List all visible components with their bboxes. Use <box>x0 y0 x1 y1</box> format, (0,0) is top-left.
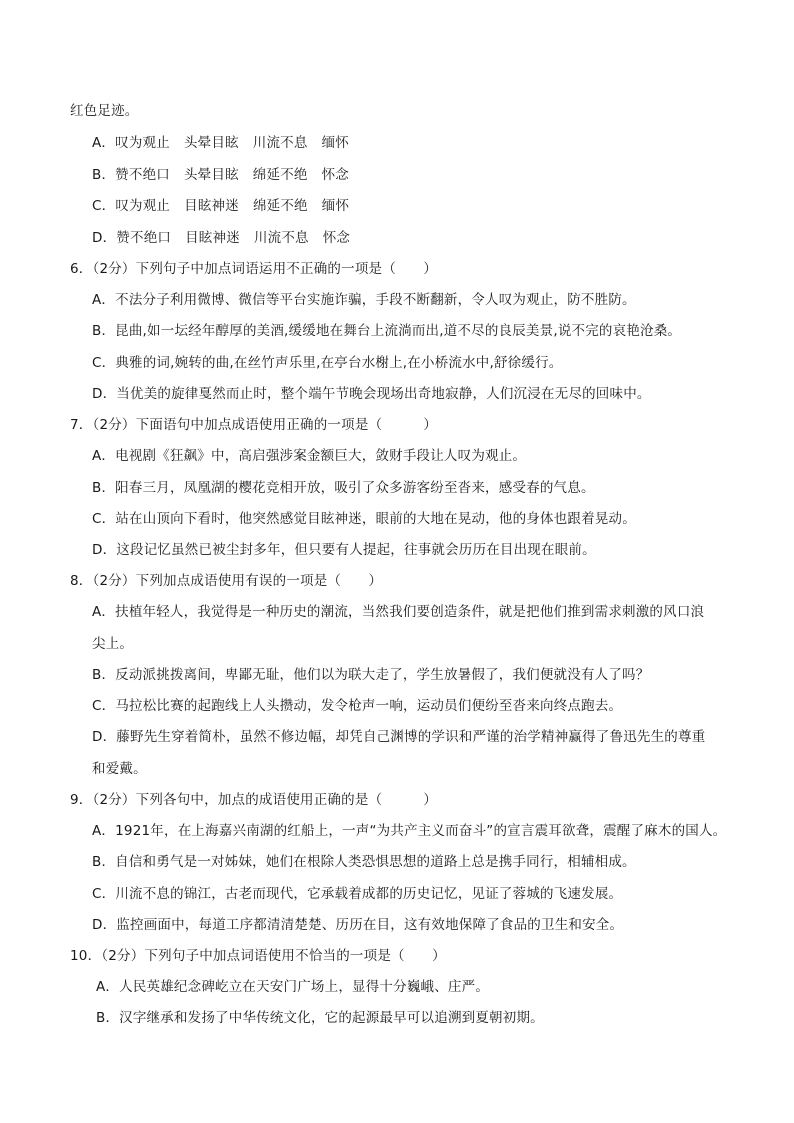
question-7-option-c: C．站在山顶向下看时，他突然感觉目眩神迷，眼前的大地在晃动，他的身体也跟着晃动。 <box>92 511 636 527</box>
question-8-option-a: A．扶植年轻人，我觉得是一种历史的潮流，当然我们要创造条件，就是把他们推到需求刺激的风口浪 <box>92 604 705 620</box>
question-6-option-c: C．典雅的词,婉转的曲,在丝竹声乐里,在亭台水榭上,在小桥流水中,舒徐缓行。 <box>92 355 563 371</box>
question-8-stem: 8．（2分）下列加点成语使用有误的一项是（ ） <box>70 573 383 589</box>
question-6-option-a: A．不法分子利用微博、微信等平台实施诈骗，手段不断翻新，令人叹为观止，防不胜防。 <box>92 292 636 308</box>
question-10-option-a: A．人民英雄纪念碑屹立在天安门广场上，显得十分巍峨、庄严。 <box>96 979 490 995</box>
question-6-option-d: D．当优美的旋律戛然而止时，整个端午节晚会现场出奇地寂静，人们沉浸在无尽的回味中。 <box>92 386 651 402</box>
question-10-stem: 10．（2分）下列句子中加点词语使用不恰当的一项是（ ） <box>70 948 446 964</box>
question-8-option-d-cont: 和爱戴。 <box>92 761 147 777</box>
question-6-stem: 6．（2分）下列句子中加点词语运用不正确的一项是（ ） <box>70 261 438 277</box>
q5-option-d: D．赞不绝口 目眩神迷 川流不息 怀念 <box>92 230 351 246</box>
question-7-option-b: B．阳春三月，凤凰湖的樱花竞相开放，吸引了众多游客纷至沓来，感受春的气息。 <box>92 480 595 496</box>
question-9-option-b: B．自信和勇气是一对姊妹，她们在根除人类恐惧思想的道路上总是携手同行，相辅相成。 <box>92 854 636 870</box>
q5-option-a: A．叹为观止 头晕目眩 川流不息 缅怀 <box>92 135 349 151</box>
question-7-option-d: D．这段记忆虽然已被尘封多年，但只要有人提起，往事就会历历在目出现在眼前。 <box>92 542 596 558</box>
continued-text: 红色足迹。 <box>70 103 139 119</box>
question-8-option-a-cont: 尖上。 <box>92 636 134 652</box>
question-10-option-b: B．汉字继承和发扬了中华传统文化，它的起源最早可以追溯到夏朝初期。 <box>96 1010 544 1026</box>
q5-option-c: C．叹为观止 目眩神迷 绵延不绝 缅怀 <box>92 198 350 214</box>
question-7-option-a: A．电视剧《狂飙》中，高启强涉案金额巨大，敛财手段让人叹为观止。 <box>92 448 527 464</box>
question-9-stem: 9．（2分）下列各句中，加点的成语使用正确的是（ ） <box>70 792 438 808</box>
question-8-option-c: C．马拉松比赛的起跑线上人头攒动，发令枪声一响，运动员们便纷至沓来向终点跑去。 <box>92 698 623 714</box>
question-9-option-d: D．监控画面中，每道工序都清清楚楚、历历在目，这有效地保障了食品的卫生和安全。 <box>92 917 624 933</box>
question-8-option-b: B．反动派挑拨离间，卑鄙无耻，他们以为联大走了，学生放暑假了，我们便就没有人了吗？ <box>92 667 650 683</box>
question-8-option-d: D．藤野先生穿着简朴，虽然不修边幅，却凭自己渊博的学识和严谨的治学精神赢得了鲁迅先生的尊重 <box>92 729 706 745</box>
q5-option-b: B．赞不绝口 头晕目眩 绵延不绝 怀念 <box>92 167 350 183</box>
question-7-stem: 7．（2分）下面语句中加点成语使用正确的一项是（ ） <box>70 417 438 433</box>
question-9-option-a: A．1921年，在上海嘉兴南湖的红船上，一声“为共产主义而奋斗”的宣言震耳欲聋，震醒了麻木的国人。 <box>92 823 727 839</box>
question-9-option-c: C．川流不息的锦江，古老而现代，它承载着成都的历史记忆，见证了蓉城的飞速发展。 <box>92 886 623 902</box>
question-6-option-b: B．昆曲,如一坛经年醇厚的美酒,缓缓地在舞台上流淌而出,道不尽的良辰美景,说不完的哀艳沧桑。 <box>92 323 682 339</box>
